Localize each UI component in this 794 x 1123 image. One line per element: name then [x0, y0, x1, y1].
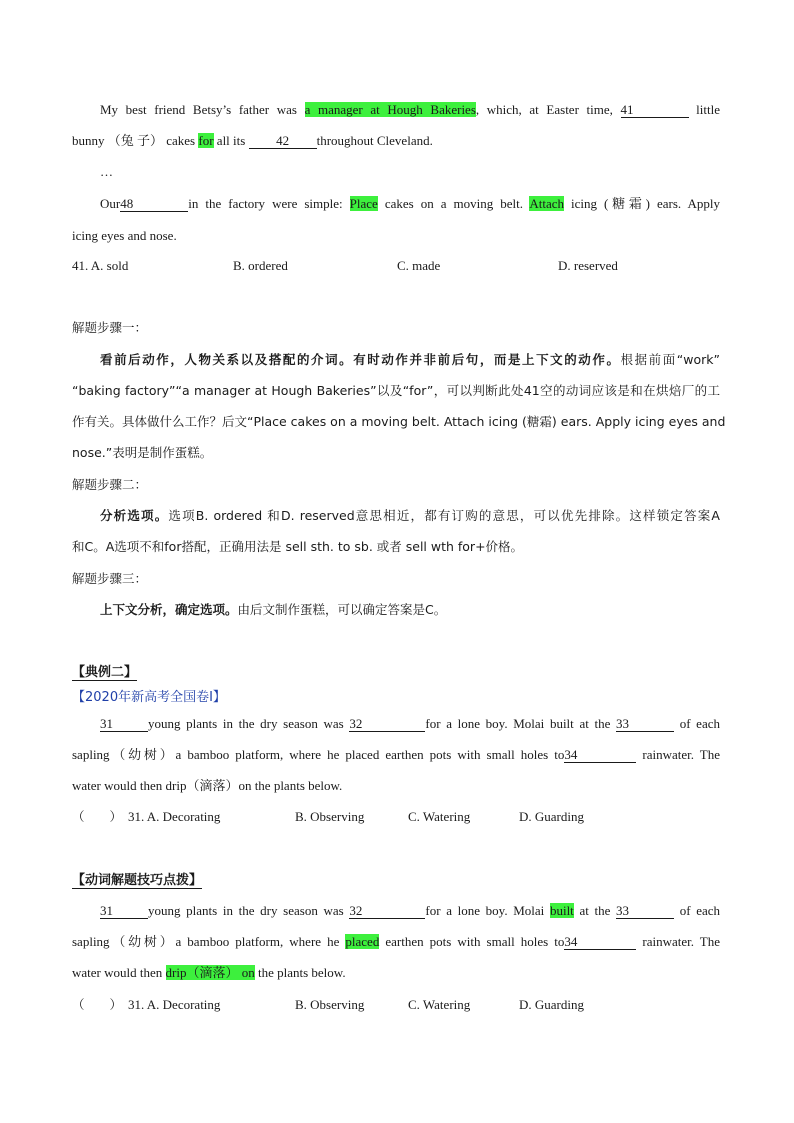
- ex1-line-3: [100, 196, 720, 212]
- blank-33[interactable]: 33: [616, 717, 674, 732]
- option-41b[interactable]: B. ordered: [233, 258, 288, 273]
- blank-32[interactable]: 32: [349, 904, 425, 919]
- ex2-text: rainwater. The: [636, 747, 720, 762]
- step-1-text: 根据前面“work”: [620, 352, 720, 367]
- step-2-line-2: 和C。A选项不和for搭配，正确用法是 sell sth. to sb. 或者 sell wth for+价格。: [72, 539, 524, 554]
- ex2-tag: 【典例二】: [72, 665, 138, 680]
- ex1-text: , which, at Easter time,: [475, 102, 621, 117]
- highlight-manager: a manager at Hough Bakeries: [304, 102, 476, 117]
- blank-34[interactable]: 34: [564, 748, 636, 763]
- highlight-built: built: [549, 903, 574, 918]
- option-41a[interactable]: 41. A. sold: [72, 258, 129, 273]
- blank-31[interactable]: 31: [100, 717, 148, 732]
- ex2-text: for a lone boy. Molai built at the: [425, 716, 617, 731]
- highlight-for: for: [198, 133, 214, 148]
- step-2-title: 解题步骤二：: [72, 477, 148, 492]
- step-1-line-2: “baking factory”“a manager at Hough Bakeries”以及“for”，可以判断此处41空的动词应该是和在烘焙厂的工: [72, 383, 720, 398]
- ex1-text: My best friend Betsy’s father was: [100, 102, 305, 117]
- highlight-place: Place: [349, 196, 378, 211]
- option-31d[interactable]: D. Guarding: [519, 997, 584, 1012]
- blank-32[interactable]: 32: [349, 717, 425, 732]
- answer-paren[interactable]: （ ）: [72, 997, 123, 1012]
- ex3-text: the plants below.: [254, 965, 346, 980]
- ex1-line-4: icing eyes and nose.: [72, 228, 177, 243]
- step-1-line-3: 作有关。具体做什么工作？后文“Place cakes on a moving belt. Attach icing (糖霜) ears. Apply icing eyes and: [72, 414, 726, 429]
- ex3-text: earthen pots with small holes to: [379, 934, 565, 949]
- ex3-tag-line: [72, 872, 202, 889]
- step-3-bold: 上下文分析，确定选项。: [100, 602, 238, 617]
- step-2-line-1: [100, 508, 720, 524]
- ex3-text: rainwater. The: [636, 934, 720, 949]
- step-3-text: 由后文制作蛋糕，可以确定答案是C。: [237, 602, 447, 617]
- step-2-bold: 分析选项。: [100, 508, 169, 523]
- ex3-text: sapling（幼树）a bamboo platform, where he: [72, 934, 346, 949]
- option-31b[interactable]: B. Observing: [295, 997, 365, 1012]
- ex2-text: young plants in the dry season was: [148, 716, 350, 731]
- ex3-text: of each: [674, 903, 721, 918]
- blank-41[interactable]: 41: [621, 103, 689, 118]
- ex2-text: of each: [674, 716, 720, 731]
- ex1-text: bunny （兔 子） cakes: [72, 133, 199, 148]
- step-1-line-4: nose.”表明是制作蛋糕。: [72, 445, 213, 460]
- ex3-line-1: [100, 903, 720, 919]
- ex1-text: icing (糖霜) ears. Apply: [563, 196, 720, 211]
- ex2-tag-line: [72, 664, 137, 681]
- ex1-line-1: [100, 102, 720, 118]
- answer-paren[interactable]: （ ）: [72, 809, 123, 824]
- option-41d[interactable]: D. reserved: [558, 258, 618, 273]
- ex1-text: cakes on a moving belt.: [377, 196, 530, 211]
- ex3-text: at the: [573, 903, 617, 918]
- ex3-text: water would then: [72, 965, 166, 980]
- ex2-line-3: water would then drip（滴落）on the plants below.: [72, 778, 343, 793]
- blank-42[interactable]: 42: [249, 134, 317, 149]
- ex3-text: young plants in the dry season was: [148, 903, 350, 918]
- option-31c[interactable]: C. Watering: [408, 997, 471, 1012]
- ex1-text: Our: [100, 196, 121, 211]
- option-31a[interactable]: 31. A. Decorating: [128, 809, 221, 824]
- ex1-text: throughout Cleveland.: [316, 133, 433, 148]
- step-3-line-1: [100, 602, 446, 618]
- option-31b[interactable]: B. Observing: [295, 809, 365, 824]
- ex3-line-2: [72, 934, 720, 950]
- step-3-title: 解题步骤三：: [72, 571, 148, 586]
- blank-34[interactable]: 34: [564, 935, 636, 950]
- ex2-source: 【2020年新高考全国卷Ⅰ】: [72, 690, 226, 705]
- ex1-line-2: [72, 133, 433, 149]
- option-31d[interactable]: D. Guarding: [519, 809, 584, 824]
- highlight-drip: drip（滴落） on: [165, 965, 255, 980]
- step-1-bold: 看前后动作，人物关系以及搭配的介词。有时动作并非前后句，而是上下文的动作。: [100, 352, 621, 367]
- step-2-text: 选项B. ordered 和D. reserved意思相近，都有订购的意思，可以优先排除。这样锁定答案A: [168, 508, 720, 523]
- ex3-line-3: [72, 965, 346, 981]
- blank-33[interactable]: 33: [616, 904, 674, 919]
- blank-48[interactable]: 48: [120, 197, 188, 212]
- highlight-attach: Attach: [529, 196, 564, 211]
- option-41c[interactable]: C. made: [397, 258, 441, 273]
- ex2-text: sapling（幼树）a bamboo platform, where he placed earthen pots with small holes to: [72, 747, 565, 762]
- option-31c[interactable]: C. Watering: [408, 809, 471, 824]
- step-1-title: 解题步骤一：: [72, 320, 148, 335]
- blank-31[interactable]: 31: [100, 904, 148, 919]
- ex3-tag: 【动词解题技巧点拨】: [72, 873, 203, 888]
- ellipsis: …: [100, 164, 113, 179]
- step-1-line-1: [100, 352, 720, 368]
- highlight-placed: placed: [345, 934, 380, 949]
- ex1-text: in the factory were simple:: [188, 196, 350, 211]
- ex3-text: for a lone boy. Molai: [425, 903, 550, 918]
- ex1-text: all its: [213, 133, 249, 148]
- option-31a[interactable]: 31. A. Decorating: [128, 997, 221, 1012]
- ex2-line-2: [72, 747, 720, 763]
- ex2-line-1: [100, 716, 720, 732]
- ex1-text: little: [688, 102, 720, 117]
